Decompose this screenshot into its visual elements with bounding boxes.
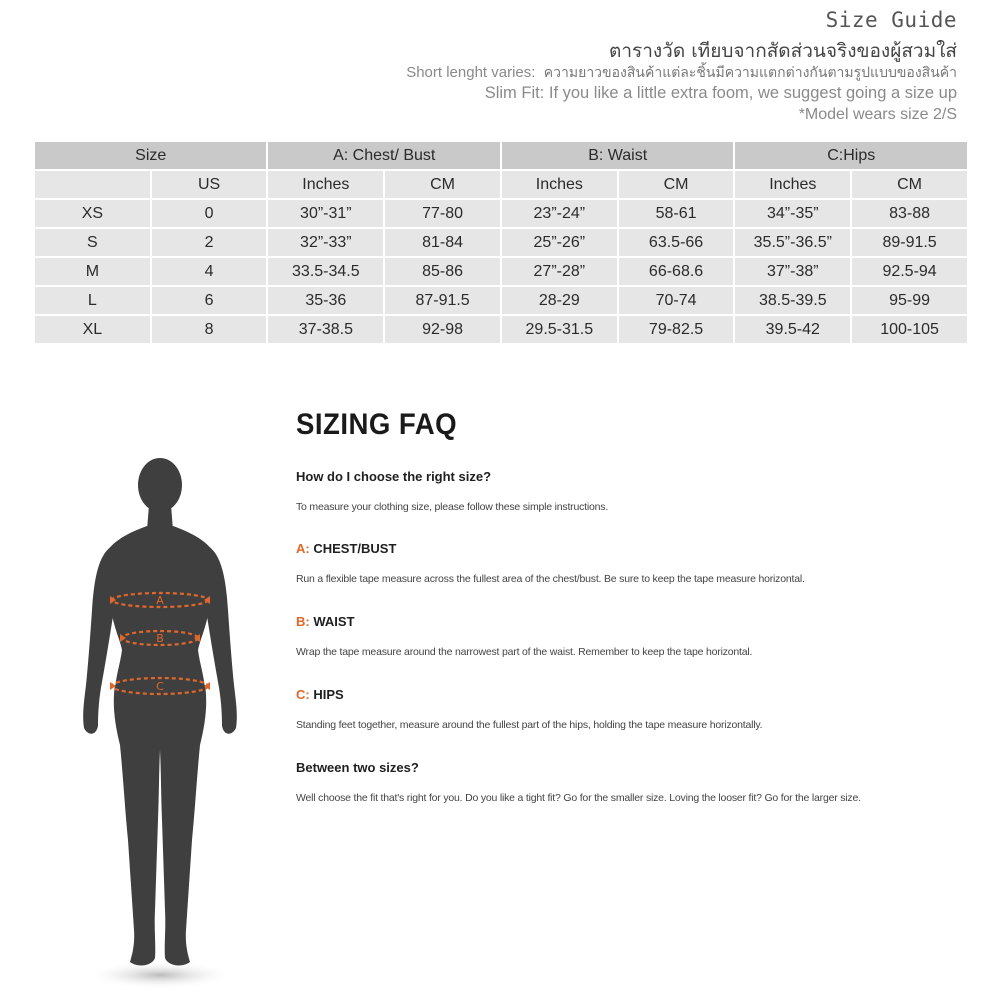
table-cell: 2: [152, 229, 267, 256]
chest-letter: A:: [296, 541, 310, 556]
table-cell: 8: [152, 316, 267, 343]
chest-instructions: Run a flexible tape measure across the fullest area of the chest/bust. Be sure to keep the tape measure horizontal.: [296, 573, 805, 585]
sub-header-waist-cm: CM: [619, 171, 734, 198]
slim-fit-note: Slim Fit: If you like a little extra foom, we suggest going a size up: [484, 84, 957, 102]
waist-section-heading: [296, 614, 355, 629]
header-waist: B: Waist: [502, 142, 733, 169]
chest-heading-label: CHEST/BUST: [313, 541, 397, 556]
table-sub-header: [35, 171, 967, 198]
sub-header-blank: [35, 171, 150, 198]
table-cell: 0: [152, 200, 267, 227]
short-length-label: Short lenght varies:: [406, 64, 536, 81]
chest-label: A: [156, 594, 164, 607]
table-cell: 66-68.6: [619, 258, 734, 285]
sizing-faq-title: SIZING FAQ: [296, 408, 458, 441]
hips-instructions: Standing feet together, measure around the fullest part of the hips, holding the tape measure horizontally.: [296, 719, 763, 731]
table-cell: 100-105: [852, 316, 967, 343]
table-cell: M: [35, 258, 150, 285]
hips-letter: C:: [296, 687, 310, 702]
table-cell: 81-84: [385, 229, 500, 256]
table-cell: L: [35, 287, 150, 314]
hips-section-heading: [296, 687, 344, 702]
waist-heading-label: WAIST: [313, 614, 355, 629]
sub-header-hips-cm: CM: [852, 171, 967, 198]
table-cell: 29.5-31.5: [502, 316, 617, 343]
header-size: Size: [35, 142, 266, 169]
table-cell: 23”-24”: [502, 200, 617, 227]
table-cell: 89-91.5: [852, 229, 967, 256]
table-cell: 85-86: [385, 258, 500, 285]
table-row: [35, 287, 967, 314]
table-cell: 37-38.5: [268, 316, 383, 343]
table-cell: 35.5”-36.5”: [735, 229, 850, 256]
table-cell: 92.5-94: [852, 258, 967, 285]
table-cell: 25”-26”: [502, 229, 617, 256]
table-cell: 70-74: [619, 287, 734, 314]
waist-label: B: [156, 632, 164, 645]
table-row: [35, 229, 967, 256]
floor-shadow: [85, 961, 235, 989]
size-chart-table: [33, 140, 969, 345]
table-cell: 92-98: [385, 316, 500, 343]
short-length-note: [406, 62, 957, 84]
sub-header-waist-inches: Inches: [502, 171, 617, 198]
table-cell: 77-80: [385, 200, 500, 227]
table-row: [35, 200, 967, 227]
table-cell: 35-36: [268, 287, 383, 314]
table-cell: XL: [35, 316, 150, 343]
table-cell: 95-99: [852, 287, 967, 314]
sub-header-chest-inches: Inches: [268, 171, 383, 198]
sub-header-hips-inches: Inches: [735, 171, 850, 198]
short-length-thai: ความยาวของสินค้าแต่ละชิ้นมีความแตกต่างกันตามรูปแบบของสินค้า: [543, 65, 957, 81]
waist-instructions: Wrap the tape measure around the narrowest part of the waist. Remember to keep the tape horizontal.: [296, 646, 753, 658]
table-cell: 33.5-34.5: [268, 258, 383, 285]
table-cell: 63.5-66: [619, 229, 734, 256]
hips-label: C: [156, 680, 164, 693]
table-cell: 28-29: [502, 287, 617, 314]
table-cell: 39.5-42: [735, 316, 850, 343]
table-row: [35, 316, 967, 343]
sub-header-us: US: [152, 171, 267, 198]
hips-heading-label: HIPS: [313, 687, 344, 702]
table-cell: 87-91.5: [385, 287, 500, 314]
faq-intro-text: To measure your clothing size, please follow these simple instructions.: [296, 501, 609, 513]
table-cell: 34”-35”: [735, 200, 850, 227]
table-cell: 6: [152, 287, 267, 314]
table-cell: 30”-31”: [268, 200, 383, 227]
header-chest: A: Chest/ Bust: [268, 142, 499, 169]
table-cell: 38.5-39.5: [735, 287, 850, 314]
table-cell: 27”-28”: [502, 258, 617, 285]
between-sizes-text: Well choose the fit that's right for you. Do you like a tight fit? Go for the smaller size. Loving the looser fit? Go for the larger size.: [296, 792, 861, 804]
sub-header-chest-cm: CM: [385, 171, 500, 198]
table-cell: 83-88: [852, 200, 967, 227]
table-cell: 37”-38”: [735, 258, 850, 285]
size-guide-title: Size Guide: [825, 8, 957, 32]
table-cell: 32”-33”: [268, 229, 383, 256]
table-cell: 58-61: [619, 200, 734, 227]
faq-question-between-sizes: Between two sizes?: [296, 760, 419, 775]
body-shape: [83, 458, 237, 965]
table-row: [35, 258, 967, 285]
table-cell: 79-82.5: [619, 316, 734, 343]
body-silhouette: [60, 440, 260, 1000]
model-size-note: *Model wears size 2/S: [798, 106, 957, 123]
table-group-header: [35, 142, 967, 169]
table-cell: S: [35, 229, 150, 256]
chest-section-heading: [296, 541, 396, 556]
table-cell: XS: [35, 200, 150, 227]
thai-subtitle: ตารางวัด เทียบจากสัดส่วนจริงของผู้สวมใส่: [608, 40, 957, 62]
waist-letter: B:: [296, 614, 310, 629]
header-hips: C:Hips: [735, 142, 967, 169]
faq-question-choose-size: How do I choose the right size?: [296, 469, 492, 484]
table-cell: 4: [152, 258, 267, 285]
